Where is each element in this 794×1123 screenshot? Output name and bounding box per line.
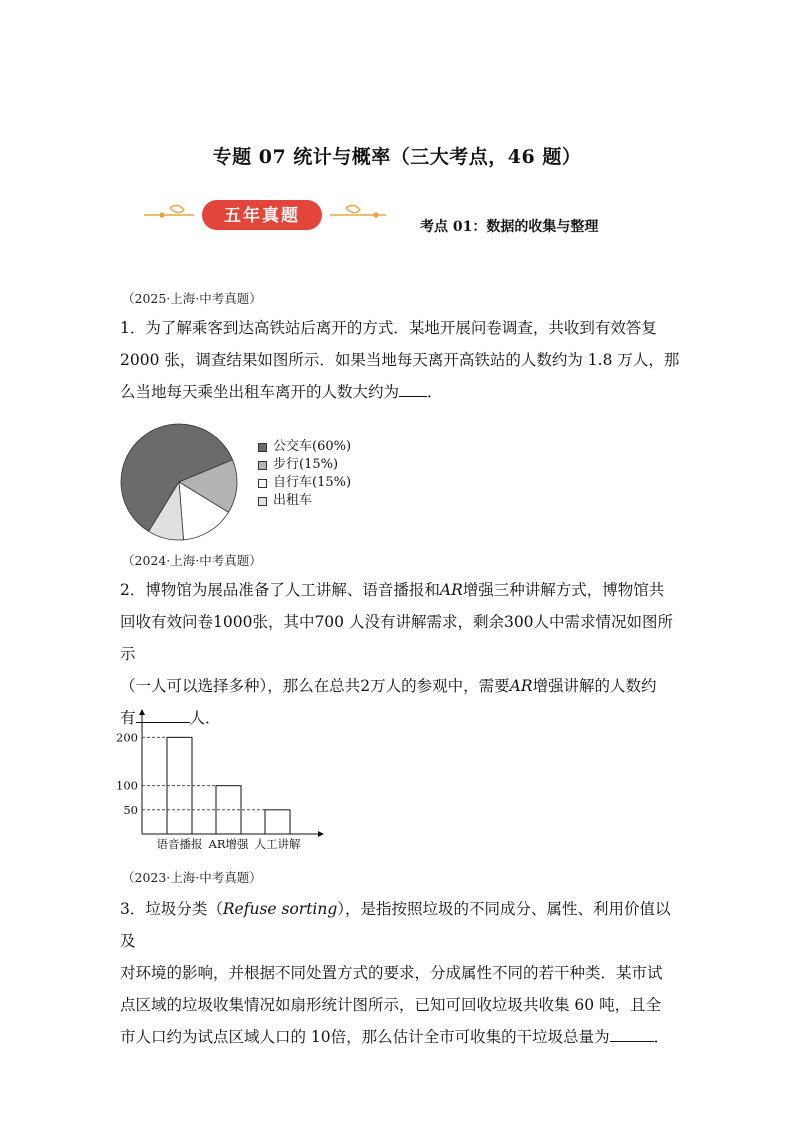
legend-label: 自行车(15%) xyxy=(273,475,352,490)
answer-blank[interactable] xyxy=(399,378,427,397)
legend-swatch xyxy=(258,443,267,452)
legend-item xyxy=(258,438,351,456)
y-axis-arrow-icon xyxy=(139,709,145,715)
text-span: ），是指按照垃圾的不同成分、属性、利用价值以及 xyxy=(120,900,671,950)
legend-label: 步行(15%) xyxy=(273,457,339,472)
right-ornament-icon xyxy=(330,205,386,217)
pie-chart xyxy=(115,420,245,544)
text-span: （一人可以选择多种），那么在总共2万人的参观中，需要 xyxy=(120,677,510,695)
answer-blank[interactable] xyxy=(610,1023,654,1042)
text-span: 市人口约为试点区域人口的 10倍，那么估计全市可收集的干垃圾总量为 xyxy=(120,1028,610,1046)
text-line: 2000 张，调查结果如图所示．如果当地每天离开高铁站的人数约为 1.8 万人，那 xyxy=(120,351,680,369)
text-line xyxy=(120,670,680,702)
y-tick-label: 100 xyxy=(116,778,138,793)
text-line xyxy=(120,574,680,606)
ar-term: AR xyxy=(509,677,533,695)
text-span: 人． xyxy=(189,709,221,727)
text-span: 3．垃圾分类（ xyxy=(120,900,223,918)
x-axis-arrow-icon xyxy=(318,831,324,837)
question-source: （2025·上海·中考真题） xyxy=(122,291,262,306)
y-tick-label: 200 xyxy=(116,730,138,745)
badge-banner xyxy=(140,196,390,234)
text-span: 增强三种讲解方式，博物馆共 xyxy=(462,581,665,599)
bar xyxy=(265,810,290,834)
legend-swatch xyxy=(258,497,267,506)
question-source: （2023·上海·中考真题） xyxy=(122,870,262,885)
legend-swatch xyxy=(258,461,267,470)
y-tick-label: 50 xyxy=(123,802,138,817)
text-line: 1．为了解乘客到达高铁站后离开的方式．某地开展问卷调查，共收到有效答复 xyxy=(120,319,657,337)
legend-label: 出租车 xyxy=(273,493,313,508)
text-line: 回收有效问卷1000张，其中700 人没有讲解需求，剩余300人中需求情况如图所示 xyxy=(120,613,674,663)
text-line xyxy=(120,1021,680,1053)
badge-text: 五年真题 xyxy=(224,206,300,226)
text-span: ． xyxy=(427,383,443,401)
text-span: 增强讲解的人数约 xyxy=(532,677,657,695)
x-tick-label: AR增强 xyxy=(208,837,249,851)
legend-label: 公交车(60%) xyxy=(273,439,352,454)
section-heading: 考点 01：数据的收集与整理 xyxy=(420,219,599,235)
x-tick-label: 人工讲解 xyxy=(254,837,301,851)
text-line: 对环境的影响，并根据不同处置方式的要求，分成属性不同的若干种类．某市试 xyxy=(120,964,663,982)
latin-term: Refuse sorting xyxy=(222,900,338,918)
text-span: 么当地每天乘坐出租车离开的人数大约为 xyxy=(120,383,400,401)
legend-item xyxy=(258,474,351,492)
ar-term: AR xyxy=(439,581,463,599)
legend-item xyxy=(258,456,351,474)
text-line: 点区域的垃圾收集情况如扇形统计图所示，已知可回收垃圾共收集 60 吨，且全 xyxy=(120,996,662,1014)
legend-item xyxy=(258,492,351,510)
text-span: ． xyxy=(653,1028,670,1046)
legend-swatch xyxy=(258,479,267,488)
question-3-text xyxy=(120,893,680,1053)
text-span: 有 xyxy=(120,709,136,727)
question-1-text xyxy=(120,312,680,408)
page-title: 专题 07 统计与概率（三大考点，46 题） xyxy=(212,146,582,168)
text-line xyxy=(120,893,680,957)
question-source: （2024·上海·中考真题） xyxy=(122,553,262,568)
x-tick-label: 语音播报 xyxy=(156,837,203,851)
pie-legend xyxy=(258,438,351,510)
bar-chart xyxy=(112,708,332,860)
text-line xyxy=(120,376,680,408)
text-span: 2．博物馆为展品准备了人工讲解、语音播报和 xyxy=(120,581,440,599)
left-ornament-icon xyxy=(144,205,194,217)
